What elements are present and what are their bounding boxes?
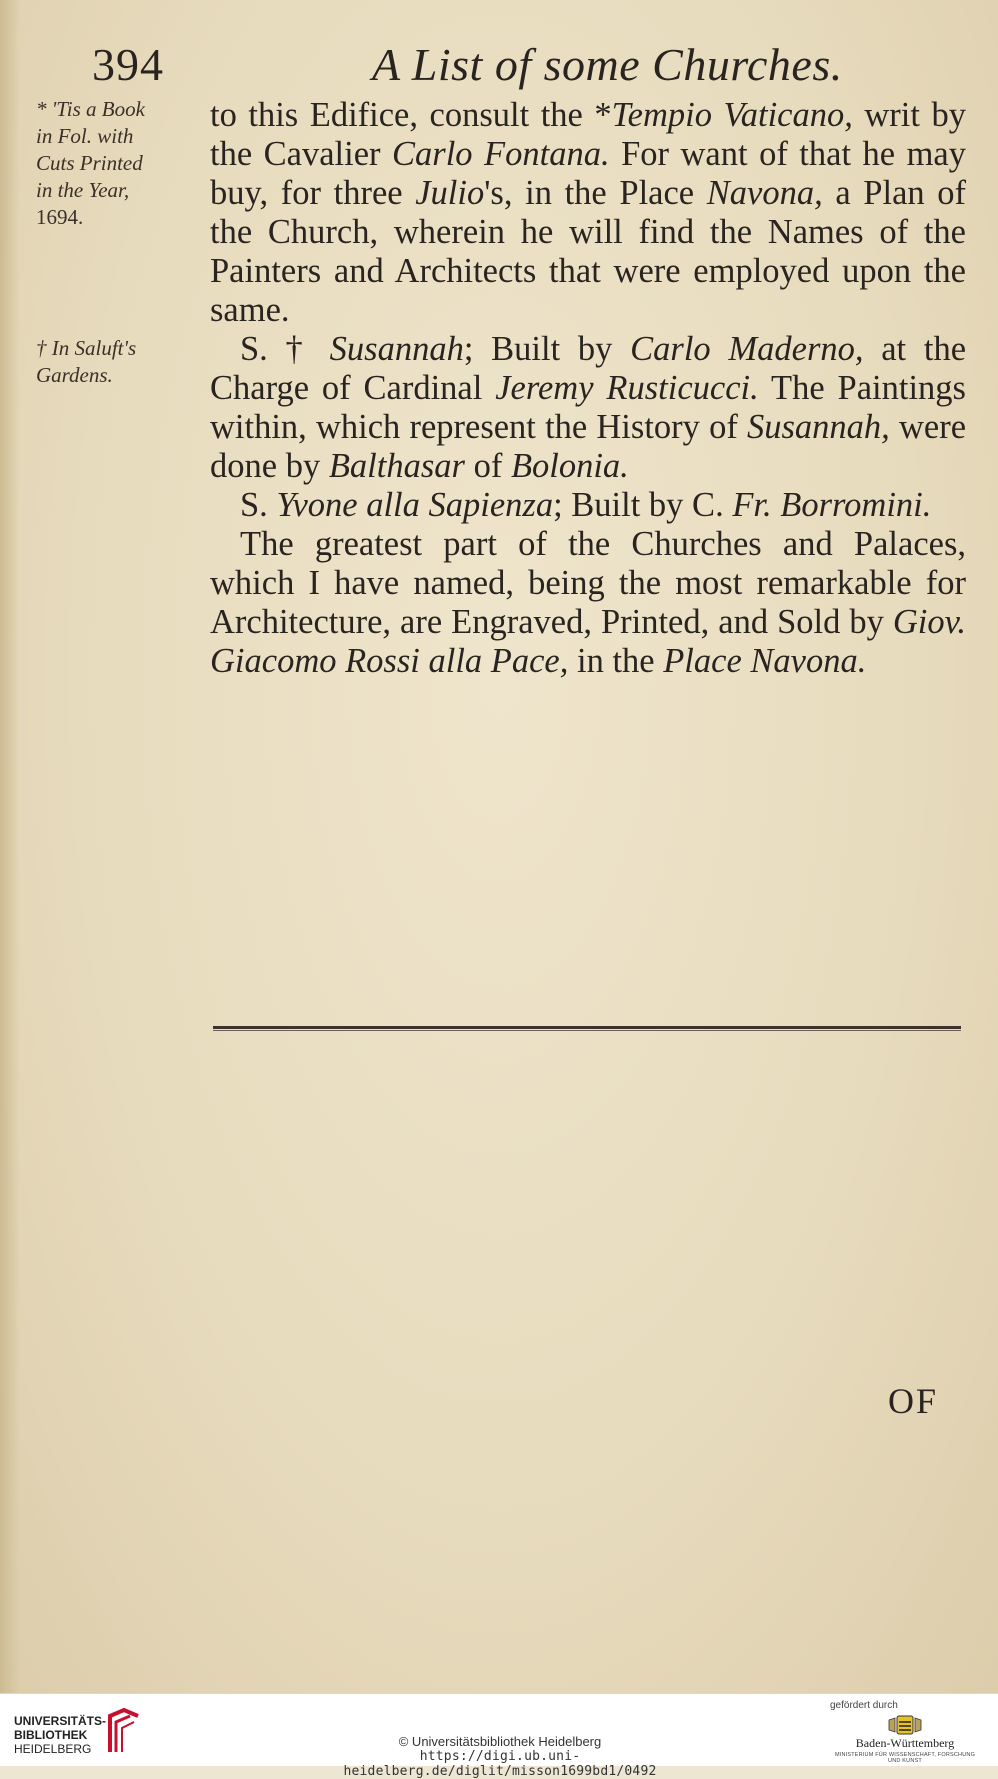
text-run-italic: Giov. <box>892 603 966 641</box>
page-edge-shadow <box>0 0 20 1693</box>
text-run: in the <box>568 642 664 680</box>
sponsor-subtitle: MINISTERIUM FÜR WISSENSCHAFT, FORSCHUNG UND KUNST <box>834 1752 976 1764</box>
text-run: to this Edifice, consult the * <box>210 96 612 134</box>
text-run-italic: Susannah <box>329 330 464 368</box>
running-title: A List of some Churches. <box>372 39 843 90</box>
note-line: Cuts Printed <box>36 151 143 175</box>
sponsor-label: gefördert durch <box>830 1700 898 1711</box>
note-line: † In Saluft's <box>36 336 137 360</box>
paragraph-yvone <box>210 486 966 525</box>
text-run: S. <box>240 486 277 524</box>
text-run: writ by the Cavalier <box>210 96 966 173</box>
note-line: * 'Tis a Book <box>36 97 145 121</box>
text-run-italic: Yvone alla Sapienza <box>276 486 554 524</box>
university-logo-mark-icon <box>104 1708 144 1756</box>
paragraph-susannah <box>210 330 966 486</box>
note-line: in the Year, <box>36 178 130 202</box>
paragraph-greatest-part <box>210 525 966 681</box>
note-line: 1694. <box>36 205 84 229</box>
permalink-url[interactable]: https://digi.ub.uni-heidelberg.de/diglit/misson1699bd1/0492 <box>343 1749 657 1779</box>
text-run: at the Charge of Cardinal <box>210 330 967 407</box>
text-run: The Paintings within, which represent the History of <box>210 369 966 446</box>
text-run: ; Built by <box>463 330 631 368</box>
note-line: in Fol. with <box>36 124 134 148</box>
page-number: 394 <box>92 39 164 90</box>
coat-of-arms-icon <box>885 1714 925 1736</box>
text-run-italic: Fr. Borromini. <box>732 486 932 524</box>
catchword: OF <box>888 1381 939 1421</box>
text-run: ; Built by C. <box>553 486 733 524</box>
text-run-italic: Place Navona. <box>663 642 867 680</box>
text-run: of <box>464 447 511 485</box>
sponsor-name: Baden-Württemberg <box>855 1736 955 1750</box>
note-line: Gardens. <box>36 363 113 387</box>
body-text <box>210 96 966 681</box>
paragraph-tempio <box>210 96 966 330</box>
text-run-italic: Carlo Fontana. <box>392 135 610 173</box>
text-run: were done by <box>210 408 967 485</box>
logo-line: BIBLIOTHEK <box>14 1728 88 1742</box>
sponsor-block[interactable] <box>830 1698 980 1762</box>
logo-line: HEIDELBERG <box>14 1742 92 1756</box>
text-run-italic: Julio <box>415 174 485 212</box>
text-run: S. † <box>240 330 330 368</box>
marginal-note-saluft <box>36 335 196 389</box>
section-divider-rule <box>213 1026 961 1029</box>
text-run-italic: Bolonia. <box>510 447 629 485</box>
copyright-notice: © Universitätsbibliothek Heidelberg <box>398 1734 602 1749</box>
logo-line: UNIVERSITÄTS- <box>14 1714 107 1728</box>
text-run-italic: Balthasar <box>328 447 465 485</box>
text-run: 's, in the Place <box>484 174 707 212</box>
text-run-italic: Tempio Vaticano, <box>611 96 853 134</box>
text-run-italic: Giacomo Rossi alla Pace, <box>210 642 569 680</box>
text-run-italic: Carlo Maderno, <box>630 330 864 368</box>
text-run-italic: Jeremy Rusticucci. <box>495 369 759 407</box>
logo-text <box>14 1714 106 1756</box>
viewer-footer <box>0 1693 998 1779</box>
text-run: The greatest part of the Churches and Palaces, which I have named, being the most remarkable for Architecture, are Engraved, Printed, and Sold by <box>210 525 966 641</box>
university-library-logo[interactable] <box>14 1708 144 1758</box>
text-run-italic: Susannah, <box>746 408 890 446</box>
text-run-italic: Navona, <box>706 174 823 212</box>
text-run: For want of that he may buy, for three <box>210 135 966 212</box>
text-run: a Plan of the Church, wherein he will find the Names of the Painters and Architects that were employed upon the same. <box>210 174 967 329</box>
marginal-note-tempio <box>36 96 196 231</box>
